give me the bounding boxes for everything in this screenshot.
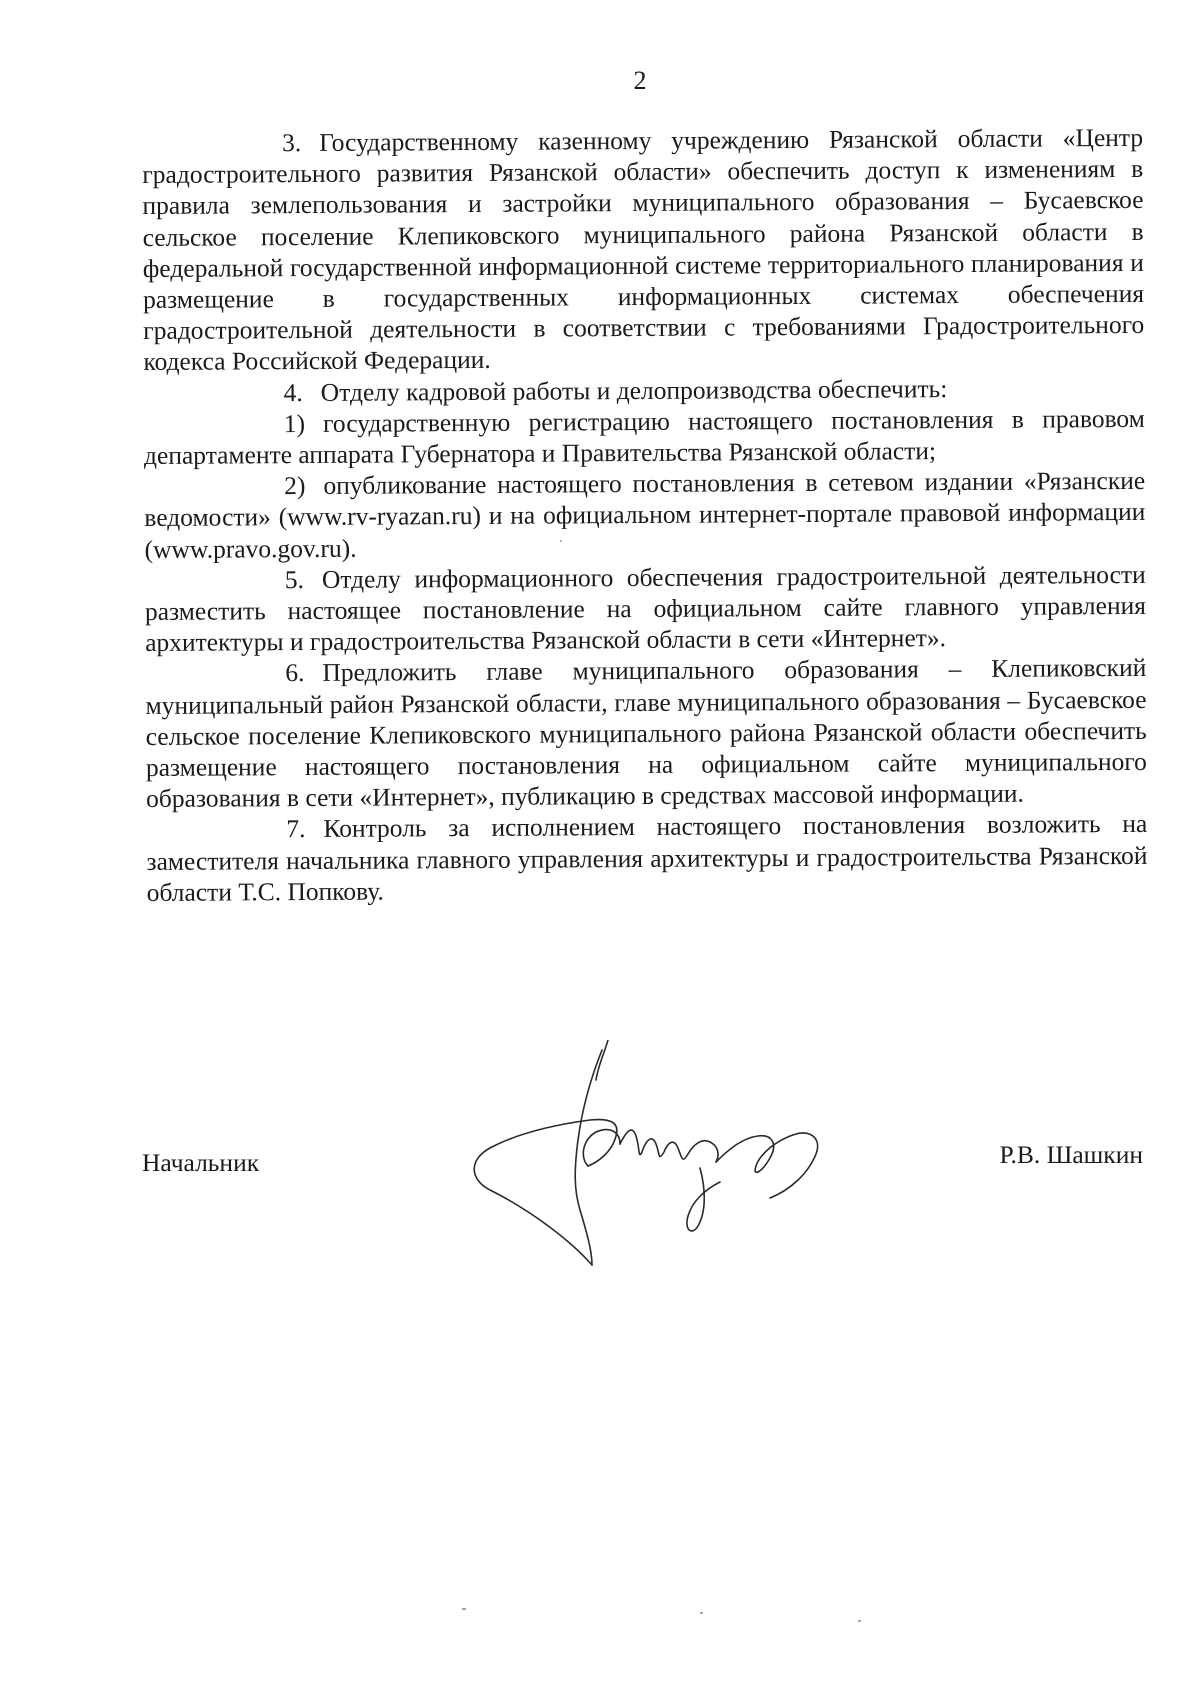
paragraph-7 — [146, 808, 1148, 908]
paragraph-6 — [145, 652, 1147, 814]
page-number: 2 — [633, 66, 647, 95]
document-body — [142, 122, 1148, 908]
paragraph-number: 4. — [283, 377, 303, 407]
paragraph-text: Отделу информационного обеспечения градостроительной деятельности разместить настоящее постановление на официальном сайте главного управления архитектуры и градостроительства Рязанской области в сети «Интернет». — [144, 559, 1147, 658]
paragraph-text: государственную регистрацию настоящего постановления в правовом департаменте аппарата Губернатора и Правительства Рязанской области; — [143, 403, 1145, 471]
handwritten-signature — [470, 1040, 830, 1270]
subparagraph-2 — [144, 465, 1146, 565]
paragraph-number: 5. — [284, 564, 304, 594]
paragraph-number: 6. — [285, 658, 305, 688]
scan-speck — [700, 1612, 703, 1614]
paragraph-text: Контроль за исполнением настоящего постановления возложить на заместителя начальника главного управления архитектуры и градостроительства Рязанской области Т.С. Попкову. — [146, 809, 1148, 907]
scan-speck — [462, 1608, 466, 1610]
paragraph-text: Отделу кадровой работы и делопроизводства обеспечить: — [320, 373, 948, 407]
paragraph-number: 7. — [286, 814, 306, 844]
scan-speck — [560, 540, 562, 542]
paragraph-number: 1) — [283, 408, 306, 438]
signatory-title: Начальник — [142, 1148, 260, 1177]
subparagraph-1 — [144, 403, 1145, 472]
paragraph-3 — [142, 122, 1145, 378]
scan-speck — [858, 1620, 861, 1622]
signatory-name: Р.В. Шашкин — [999, 1140, 1143, 1169]
paragraph-number: 2) — [284, 471, 306, 501]
paragraph-number: 3. — [282, 128, 302, 158]
paragraph-text: Предложить главе муниципального образования – Клепиковский муниципальный район Рязанской области, главе муниципального образования – Бусаевское сельское поселение Клепиковского муниципального района Рязанской области обеспечить размещение настоящего постановления на официальном сайте муниципального образования в сети «Интернет», публикацию в средствах массовой информации. — [145, 653, 1147, 814]
paragraph-5 — [145, 559, 1147, 659]
paragraph-text: Государственному казенному учреждению Рязанской области «Центр градостроительного развития Рязанской области» обеспечить доступ к изменениям в правила землепользования и застройки муниципального образования – Бусаевское сельское поселение Клепиковского муниципального района Рязанской области в федеральной государственной информационной системе территориального планирования и размещение в государственных информационных системах обеспечения градостроительной деятельности в соответствии с требованиями Градостроительного кодекса Российской Федерации. — [142, 122, 1145, 377]
paragraph-text: опубликование настоящего постановления в сетевом издании «Рязанские ведомости» (www.rv-ryazan.ru) и на официальном интернет-портале правовой информации (www.pravo.gov.ru). — [144, 466, 1146, 564]
